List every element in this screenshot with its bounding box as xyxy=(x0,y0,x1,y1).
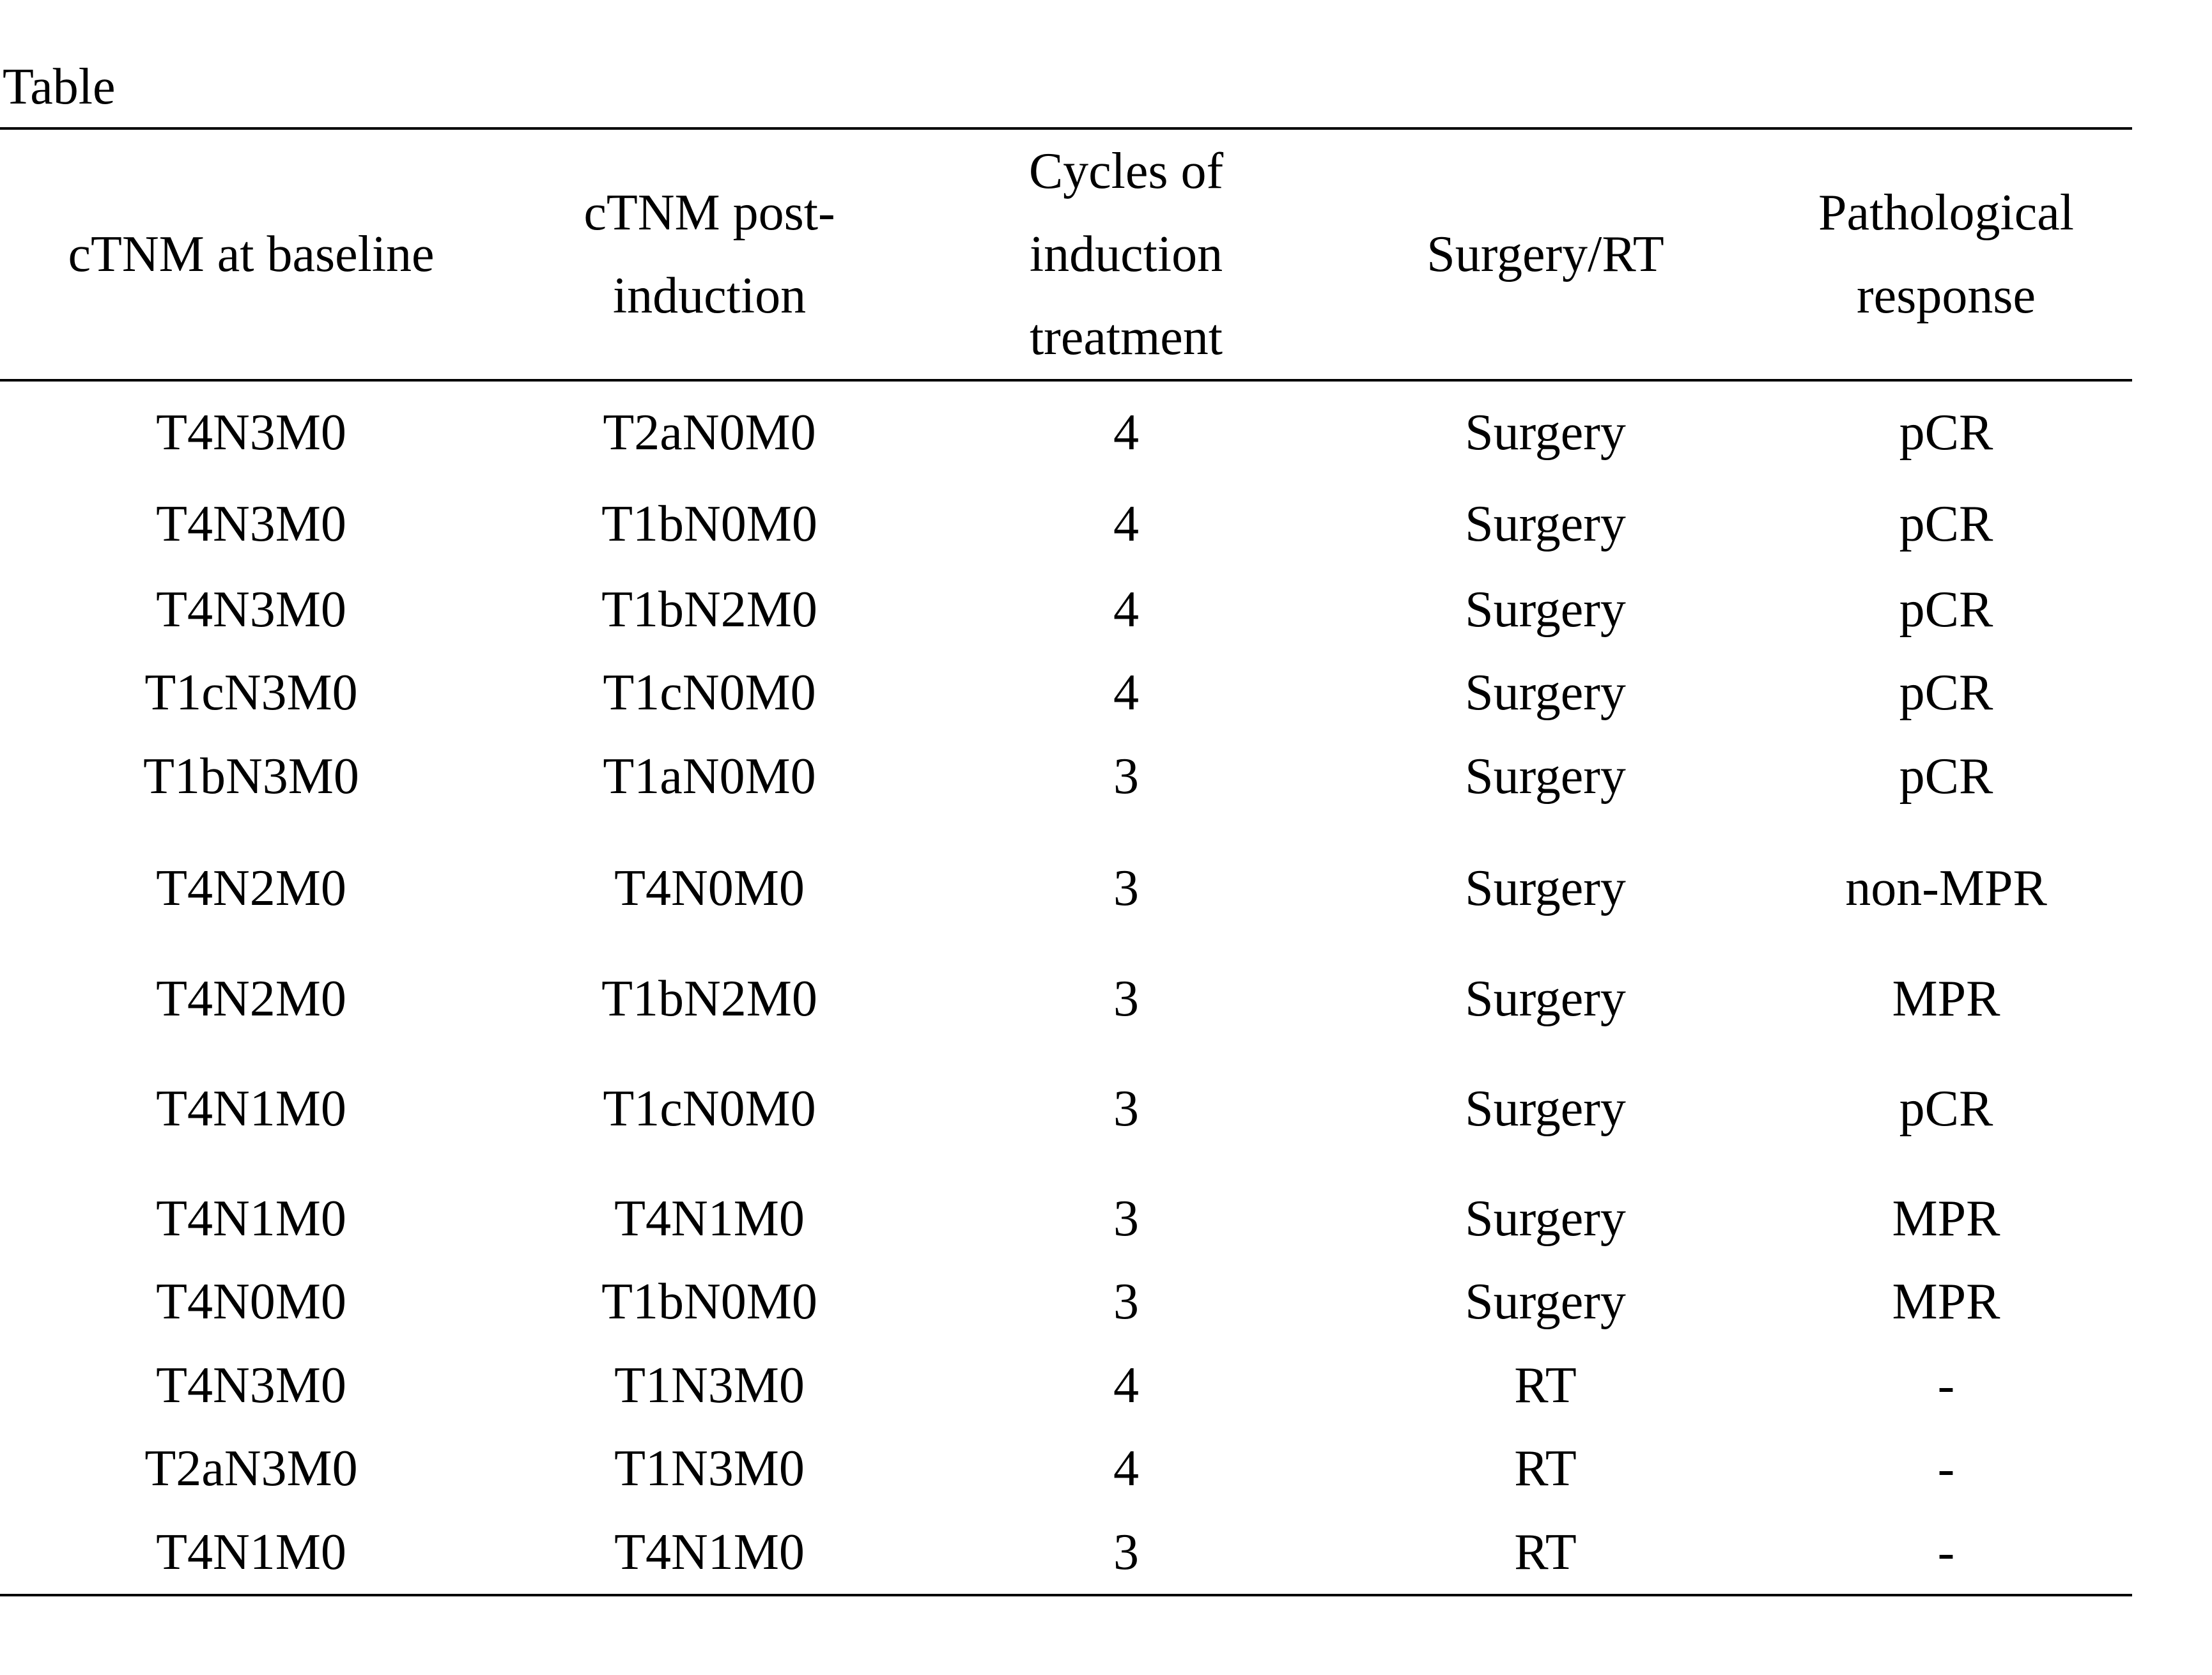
table-caption: Table xyxy=(3,59,116,115)
cell-surgery-rt: Surgery xyxy=(1465,748,1626,805)
header-cycles xyxy=(1029,130,1223,379)
cell-surgery-rt: Surgery xyxy=(1465,405,1626,461)
header-pathological-response xyxy=(1818,130,2074,379)
cell-response: pCR xyxy=(1899,1081,1993,1137)
cell-baseline: T4N2M0 xyxy=(156,971,346,1027)
cell-cycles: 3 xyxy=(1113,971,1139,1027)
cell-response: - xyxy=(1937,1524,1955,1580)
cell-cycles: 3 xyxy=(1113,1081,1139,1137)
cell-cycles: 3 xyxy=(1113,1274,1139,1330)
cell-baseline: T4N1M0 xyxy=(156,1191,346,1247)
cell-cycles: 3 xyxy=(1113,1524,1139,1580)
cell-response: pCR xyxy=(1899,496,1993,552)
cell-response: MPR xyxy=(1892,1274,2000,1330)
cell-post-induction: T4N1M0 xyxy=(614,1191,805,1247)
cell-response: pCR xyxy=(1899,582,1993,638)
table-row xyxy=(0,1267,2132,1337)
table-row xyxy=(0,489,2132,559)
cell-cycles: 3 xyxy=(1113,748,1139,805)
cell-post-induction: T1N3M0 xyxy=(614,1440,805,1497)
cell-response: MPR xyxy=(1892,971,2000,1027)
cell-cycles: 3 xyxy=(1113,860,1139,916)
cell-post-induction: T1aN0M0 xyxy=(603,748,816,805)
table-row xyxy=(0,575,2132,645)
cell-surgery-rt: RT xyxy=(1514,1524,1577,1580)
cell-response: MPR xyxy=(1892,1191,2000,1247)
cell-cycles: 4 xyxy=(1113,496,1139,552)
header-line: cTNM post- xyxy=(584,185,835,241)
table-row xyxy=(0,1517,2132,1587)
cell-cycles: 4 xyxy=(1113,582,1139,638)
cell-cycles: 4 xyxy=(1113,665,1139,721)
cell-cycles: 4 xyxy=(1113,405,1139,461)
table-row xyxy=(0,1350,2132,1421)
cell-surgery-rt: Surgery xyxy=(1465,665,1626,721)
cell-response: - xyxy=(1937,1440,1955,1497)
header-line: cTNM at baseline xyxy=(68,226,435,282)
header-line: induction xyxy=(1029,226,1223,282)
cell-cycles: 4 xyxy=(1113,1357,1139,1414)
header-line: response xyxy=(1857,268,2036,324)
cell-surgery-rt: Surgery xyxy=(1465,582,1626,638)
cell-baseline: T4N3M0 xyxy=(156,405,346,461)
cell-surgery-rt: Surgery xyxy=(1465,1081,1626,1137)
cell-post-induction: T4N0M0 xyxy=(614,860,805,916)
header-rule xyxy=(0,379,2132,382)
cell-baseline: T4N3M0 xyxy=(156,496,346,552)
cell-baseline: T4N2M0 xyxy=(156,860,346,916)
header-line: treatment xyxy=(1029,309,1223,366)
cell-surgery-rt: Surgery xyxy=(1465,1274,1626,1330)
cell-response: non-MPR xyxy=(1845,860,2047,916)
cell-post-induction: T1bN0M0 xyxy=(601,1274,817,1330)
cell-baseline: T1bN3M0 xyxy=(143,748,359,805)
cell-post-induction: T2aN0M0 xyxy=(603,405,816,461)
cell-post-induction: T1cN0M0 xyxy=(603,1081,816,1137)
header-line: Cycles of xyxy=(1028,143,1224,199)
cell-post-induction: T4N1M0 xyxy=(614,1524,805,1580)
table-row xyxy=(0,964,2132,1034)
bottom-rule xyxy=(0,1594,2132,1596)
table-row xyxy=(0,398,2132,468)
cell-surgery-rt: RT xyxy=(1514,1357,1577,1414)
cell-baseline: T4N0M0 xyxy=(156,1274,346,1330)
table-header xyxy=(0,130,2132,379)
table-row xyxy=(0,1074,2132,1144)
cell-baseline: T2aN3M0 xyxy=(144,1440,358,1497)
cell-post-induction: T1bN0M0 xyxy=(601,496,817,552)
cell-response: pCR xyxy=(1899,665,1993,721)
cell-post-induction: T1cN0M0 xyxy=(603,665,816,721)
cell-surgery-rt: Surgery xyxy=(1465,860,1626,916)
table-row xyxy=(0,741,2132,812)
table-row xyxy=(0,1433,2132,1504)
cell-surgery-rt: Surgery xyxy=(1465,496,1626,552)
header-baseline xyxy=(68,130,434,379)
cell-post-induction: T1N3M0 xyxy=(614,1357,805,1414)
header-line: induction xyxy=(612,268,807,324)
cell-response: - xyxy=(1937,1357,1955,1414)
header-surgery-rt xyxy=(1427,130,1664,379)
cell-surgery-rt: Surgery xyxy=(1465,971,1626,1027)
cell-baseline: T4N1M0 xyxy=(156,1524,346,1580)
cell-cycles: 4 xyxy=(1113,1440,1139,1497)
header-post-induction xyxy=(584,130,835,379)
cell-surgery-rt: Surgery xyxy=(1465,1191,1626,1247)
cell-baseline: T1cN3M0 xyxy=(144,665,358,721)
cell-surgery-rt: RT xyxy=(1514,1440,1577,1497)
cell-baseline: T4N3M0 xyxy=(156,1357,346,1414)
cell-response: pCR xyxy=(1899,405,1993,461)
table-row xyxy=(0,1184,2132,1254)
cell-cycles: 3 xyxy=(1113,1191,1139,1247)
cell-baseline: T4N1M0 xyxy=(156,1081,346,1137)
cell-post-induction: T1bN2M0 xyxy=(601,971,817,1027)
cell-response: pCR xyxy=(1899,748,1993,805)
cell-baseline: T4N3M0 xyxy=(156,582,346,638)
table-row xyxy=(0,853,2132,923)
header-line: Pathological xyxy=(1818,185,2074,241)
table-row xyxy=(0,658,2132,728)
header-line: Surgery/RT xyxy=(1427,226,1664,282)
cell-post-induction: T1bN2M0 xyxy=(601,582,817,638)
